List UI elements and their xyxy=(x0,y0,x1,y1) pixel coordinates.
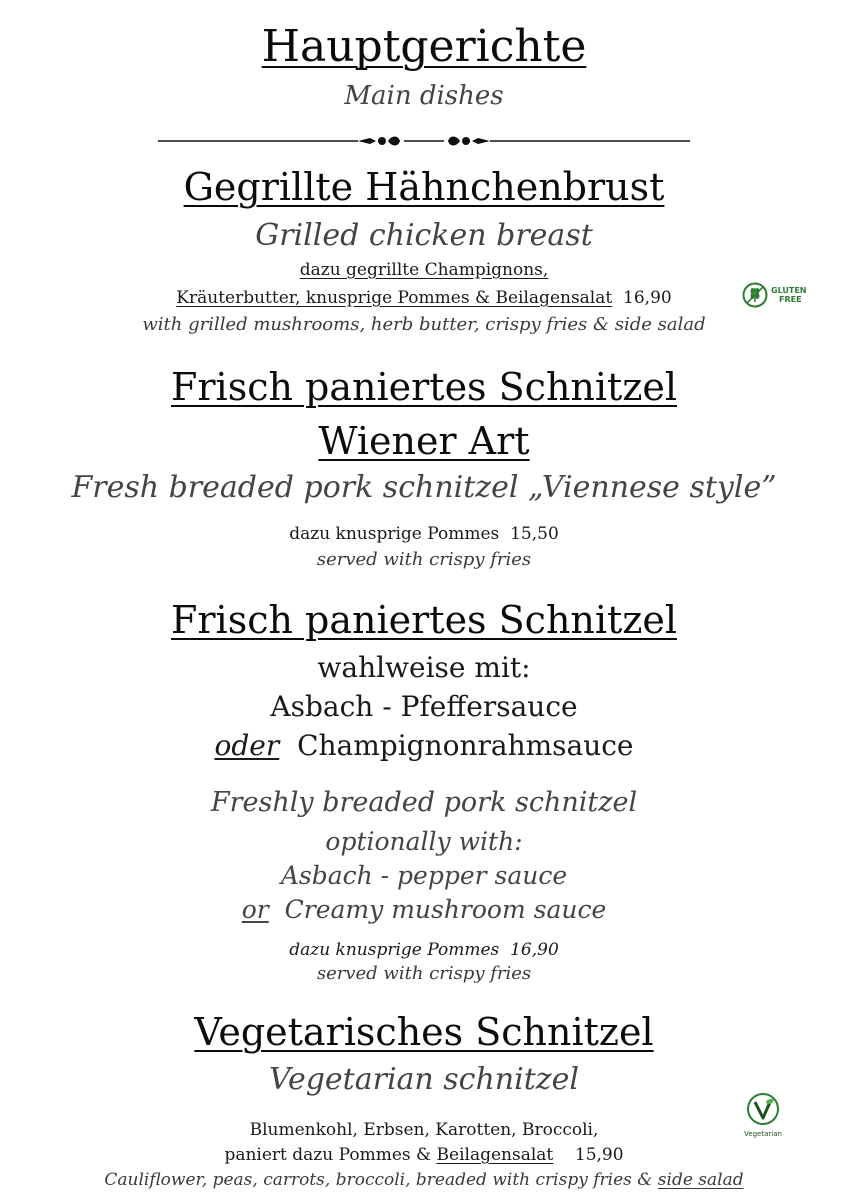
or-label-en: or xyxy=(241,895,269,924)
dish-sauce1-de: Asbach - Pfeffersauce xyxy=(270,690,578,723)
dish-description-de-line2: Kräuterbutter, knusprige Pommes & Beilagensalat 16,90 xyxy=(176,288,672,308)
dish-description-de: dazu knusprige Pommes 16,90 xyxy=(289,940,559,960)
dish-title-en: Grilled chicken breast xyxy=(255,218,593,253)
dish-title-de: Frisch paniertes Schnitzel xyxy=(171,365,677,409)
dish-description-de: dazu gegrillte Champignons, xyxy=(299,260,549,280)
dish-description-en: with grilled mushrooms, herb butter, crispy fries & side salad xyxy=(142,314,706,335)
dish-title-en: Fresh breaded pork schnitzel „Viennese style” xyxy=(71,470,777,505)
vegetarian-label: Vegetarian xyxy=(744,1130,782,1138)
vegetarian-icon xyxy=(746,1092,780,1126)
dish-sauce2-en-line xyxy=(0,894,848,926)
dish-price: 15,50 xyxy=(510,524,559,544)
dish-description-en: served with crispy fries xyxy=(316,549,532,570)
dish-description-en: Cauliflower, peas, carrots, broccoli, breaded with crispy fries & side salad xyxy=(104,1170,744,1190)
dish-description-en: served with crispy fries xyxy=(316,963,532,984)
gluten-free-label-2: FREE xyxy=(779,295,802,304)
dish-title-de: Gegrillte Hähnchenbrust xyxy=(183,165,665,209)
dish-price: 15,90 xyxy=(574,1145,624,1165)
dish-title-de-line2: Wiener Art xyxy=(318,419,530,463)
dish-title-en: Vegetarian schnitzel xyxy=(269,1062,579,1097)
dish-description-de: Blumenkohl, Erbsen, Karotten, Broccoli, xyxy=(249,1120,599,1140)
dish-sauce2-de: Champignonrahmsauce xyxy=(297,729,634,762)
ornament-divider xyxy=(158,130,690,152)
or-label-de: oder xyxy=(214,729,280,762)
dish-title-de: Vegetarisches Schnitzel xyxy=(194,1010,654,1054)
dish-choice-en: optionally with: xyxy=(325,827,523,856)
dish-description-de: dazu knusprige Pommes 15,50 xyxy=(289,524,559,544)
page-title: Hauptgerichte xyxy=(261,21,587,72)
gluten-free-icon xyxy=(742,282,768,308)
dish-choice-de: wahlweise mit: xyxy=(317,651,531,684)
page-subtitle: Main dishes xyxy=(344,81,504,111)
dish-sauce1-en: Asbach - pepper sauce xyxy=(280,861,568,890)
gluten-free-label-1: GLUTEN xyxy=(771,286,807,295)
dish-price: 16,90 xyxy=(623,288,672,308)
dish-title-en: Freshly breaded pork schnitzel xyxy=(210,787,638,818)
vegetarian-badge xyxy=(740,1092,786,1138)
dish-sauce2-en: Creamy mushroom sauce xyxy=(284,895,607,924)
dish-title-de: Frisch paniertes Schnitzel xyxy=(171,598,677,642)
dish-sauce2-de-line xyxy=(0,728,848,764)
dish-description-de-line2: paniert dazu Pommes & Beilagensalat 15,90 xyxy=(224,1145,624,1165)
dish-price: 16,90 xyxy=(510,940,559,960)
